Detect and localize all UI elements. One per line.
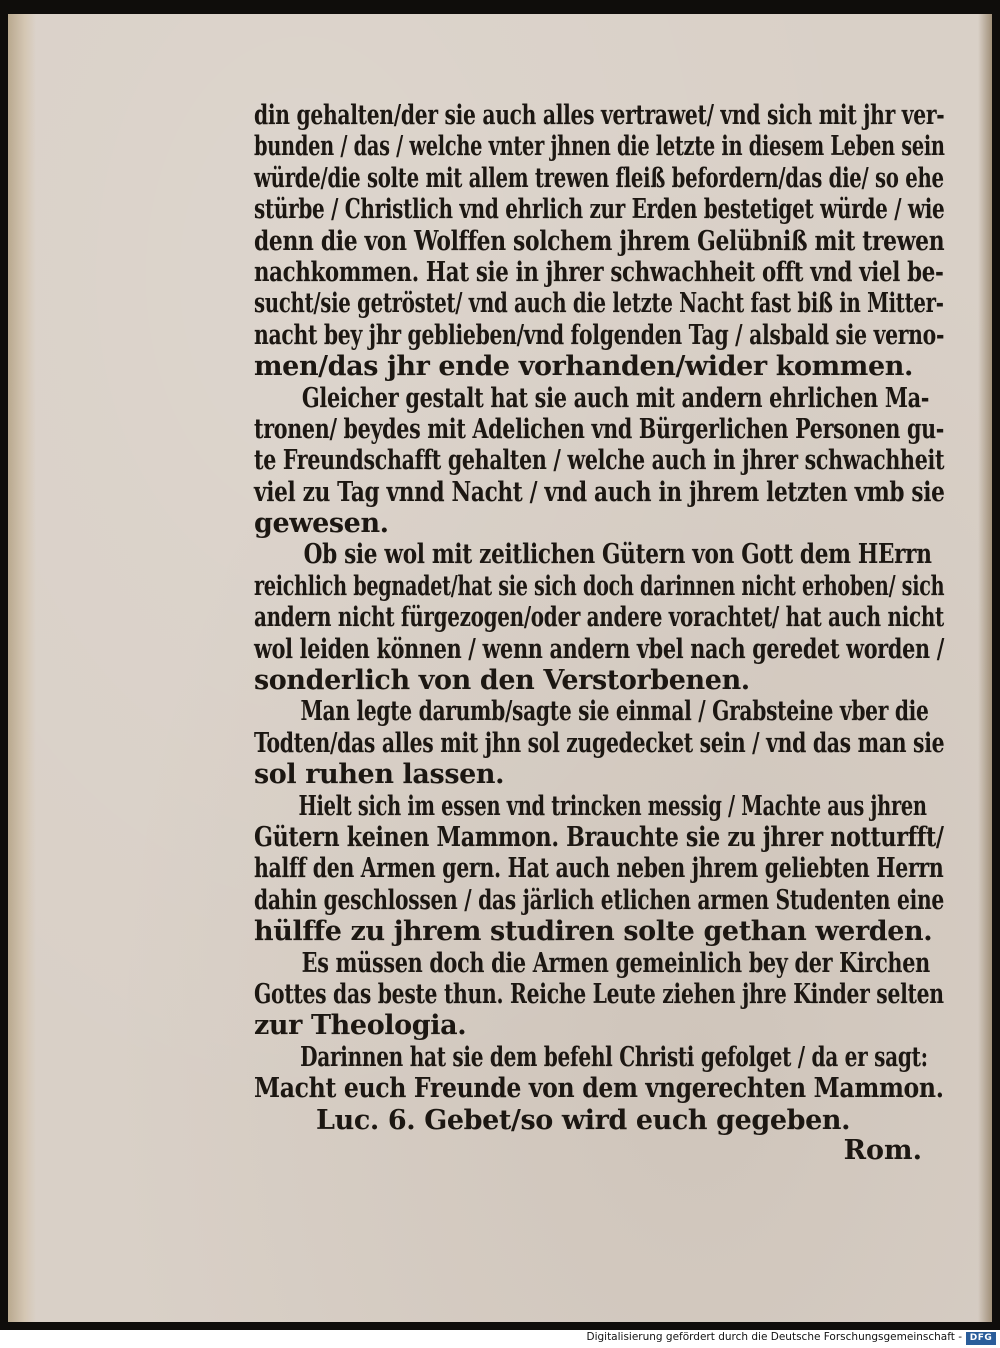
text-line: te Freundschafft gehalten / welche auch in jhrer schwachheit bbox=[254, 445, 945, 477]
text-line: viel zu Tag vnnd Nacht / vnd auch in jhrem letzten vmb sie bbox=[254, 476, 945, 508]
text-line: Darinnen hat sie dem befehl Christi gefolget / da er sagt: bbox=[300, 1041, 928, 1073]
text-line: sucht/sie getröstet/ vnd auch die letzte Nacht fast biß in Mitter- bbox=[254, 288, 944, 320]
text-line: Gleicher gestalt hat sie auch mit andern ehrlichen Ma- bbox=[301, 382, 930, 414]
text-line: andern nicht fürgezogen/oder andere vorachtet/ hat auch nicht bbox=[254, 602, 944, 634]
text-line: tronen/ beydes mit Adelichen vnd Bürgerlichen Personen gu- bbox=[254, 413, 945, 445]
text-line: Todten/das alles mit jhn sol zugedecket sein / vnd das man sie bbox=[254, 727, 945, 759]
text-line: Gütern keinen Mammon. Brauchte sie zu jhrer notturfft/ bbox=[254, 821, 944, 853]
footer-bar bbox=[0, 1330, 1000, 1348]
text-line: nacht bey jhr geblieben/vnd folgenden Tag / alsbald sie verno- bbox=[254, 319, 945, 351]
text-line: din gehalten/der sie auch alles vertrawet/ vnd sich mit jhr ver- bbox=[254, 100, 945, 131]
page-edge-shadow bbox=[978, 14, 992, 1322]
body-text bbox=[254, 100, 944, 1136]
text-line: Gottes das beste thun. Reiche Leute ziehen jhre Kinder selten bbox=[254, 978, 944, 1010]
text-line: Man legte darumb/sagte sie einmal / Grabsteine vber die bbox=[300, 696, 929, 728]
text-line: hülffe zu jhrem studiren solte gethan werden. bbox=[254, 916, 933, 948]
text-line: Es müssen doch die Armen gemeinlich bey der Kirchen bbox=[301, 947, 930, 979]
text-line: bunden / das / welche vnter jhnen die letzte in diesem Leben sein bbox=[254, 131, 945, 163]
text-line: reichlich begnadet/hat sie sich doch darinnen nicht erhoben/ sich bbox=[254, 570, 945, 602]
dfg-logo: DFG bbox=[966, 1332, 996, 1345]
text-line: gewesen. bbox=[254, 508, 389, 540]
text-line: zur Theologia. bbox=[254, 1010, 467, 1042]
text-line: Macht euch Freunde von dem vngerechten Mammon. bbox=[254, 1073, 944, 1105]
book-page bbox=[8, 14, 992, 1322]
text-line: wol leiden können / wenn andern vbel nach geredet worden / bbox=[254, 633, 945, 665]
text-line: halff den Armen gern. Hat auch neben jhrem geliebten Herrn bbox=[254, 853, 944, 885]
text-line: sol ruhen lassen. bbox=[254, 759, 505, 791]
text-line: denn die von Wolffen solchem jhrem Gelübniß mit trewen bbox=[254, 225, 945, 257]
text-line: sonderlich von den Verstorbenen. bbox=[254, 665, 750, 697]
text-line: dahin geschlossen / das järlich etlichen armen Studenten eine bbox=[254, 884, 944, 916]
text-line: Luc. 6. Gebet/so wird euch gegeben. bbox=[316, 1104, 851, 1136]
text-line: Ob sie wol mit zeitlichen Gütern von Gott dem HErrn bbox=[303, 539, 932, 571]
text-line: men/das jhr ende vorhanden/wider kommen. bbox=[254, 351, 913, 383]
text-line: nachkommen. Hat sie in jhrer schwachheit offt vnd viel be- bbox=[254, 256, 944, 288]
page-gutter-shadow bbox=[8, 14, 36, 1322]
text-line: würde/die solte mit allem trewen fleiß befordern/das die/ so ehe bbox=[254, 162, 944, 194]
text-line: stürbe / Christlich vnd ehrlich zur Erden bestetiget würde / wie bbox=[254, 194, 945, 226]
catchword: Rom. bbox=[843, 1135, 922, 1166]
funding-credit: Digitalisierung gefördert durch die Deutsche Forschungsgemeinschaft - bbox=[586, 1331, 962, 1343]
text-line: Hielt sich im essen vnd trincken messig / Machte aus jhren bbox=[298, 790, 927, 822]
